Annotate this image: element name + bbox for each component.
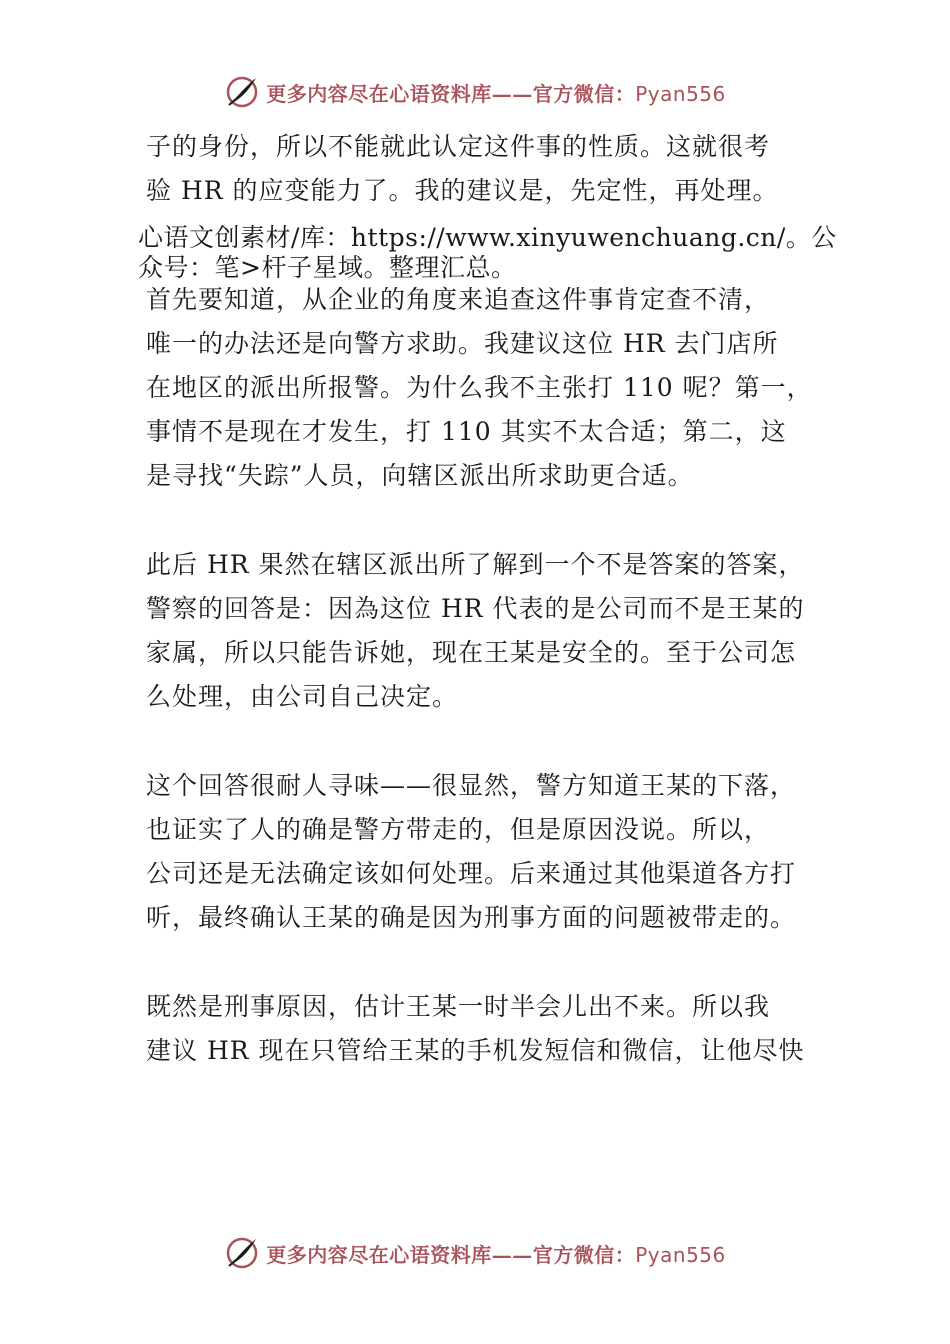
text-line: 在地区的派出所报警。为什么我不主张打 110 呢？第一， [146, 373, 813, 402]
banner-wechat-id: Pyan556 [635, 1242, 726, 1267]
text-line: 家属，所以只能告诉她，现在王某是安全的。至于公司怎 [146, 638, 797, 667]
text-line: 验 HR 的应变能力了。我的建议是，先定性，再处理。 [146, 176, 779, 205]
banner-title: 更多内容尽在心语资料库 [266, 81, 492, 106]
text-line: 此后 HR 果然在辖区派出所了解到一个不是答案的答案， [146, 550, 805, 579]
text-line: 既然是刑事原因，估计王某一时半会儿出不来。所以我 [146, 992, 771, 1021]
text-line: 事情不是现在才发生，打 110 其实不太合适；第二，这 [146, 417, 787, 446]
text-line: 也证实了人的确是警方带走的，但是原因没说。所以， [146, 815, 771, 844]
text-line: 子的身份，所以不能就此认定这件事的性质。这就很考 [146, 132, 771, 161]
banner-wechat-label: 官方微信： [532, 81, 636, 106]
text-line: 么处理，由公司自己决定。 [146, 682, 459, 711]
text-line: 心语文创素材/库：https://www.xinyuwenchuang.cn/。公 [138, 223, 837, 252]
text-line: 是寻找“失踪”人员，向辖区派出所求助更合适。 [146, 461, 694, 490]
text-line: 唯一的办法还是向警方求助。我建议这位 HR 去门店所 [146, 329, 779, 358]
banner-wechat-id: Pyan556 [635, 81, 726, 106]
feather-quill-logo-icon [224, 74, 260, 110]
text-line: 建议 HR 现在只管给王某的手机发短信和微信，让他尽快 [146, 1036, 805, 1065]
text-line: 公司还是无法确定该如何处理。后来通过其他渠道各方打 [146, 859, 797, 888]
banner-wechat-label: 官方微信： [532, 1242, 636, 1267]
text-line: 首先要知道，从企业的角度来追查这件事肯定查不清， [146, 285, 771, 314]
banner-dash: —— [491, 1242, 533, 1267]
text-line: 警察的回答是：因為这位 HR 代表的是公司而不是王某的 [146, 594, 805, 623]
text-line: 听，最终确认王某的确是因为刑事方面的问题被带走的。 [146, 903, 797, 932]
text-line: 这个回答很耐人寻味——很显然，警方知道王某的下落， [146, 771, 797, 800]
text-line: 众号：笔>杆子星域。整理汇总。 [138, 253, 517, 282]
feather-quill-logo-icon [224, 1235, 260, 1271]
header-watermark [0, 70, 950, 114]
banner-title: 更多内容尽在心语资料库 [266, 1242, 492, 1267]
footer-watermark [0, 1231, 950, 1275]
banner-dash: —— [491, 81, 533, 106]
